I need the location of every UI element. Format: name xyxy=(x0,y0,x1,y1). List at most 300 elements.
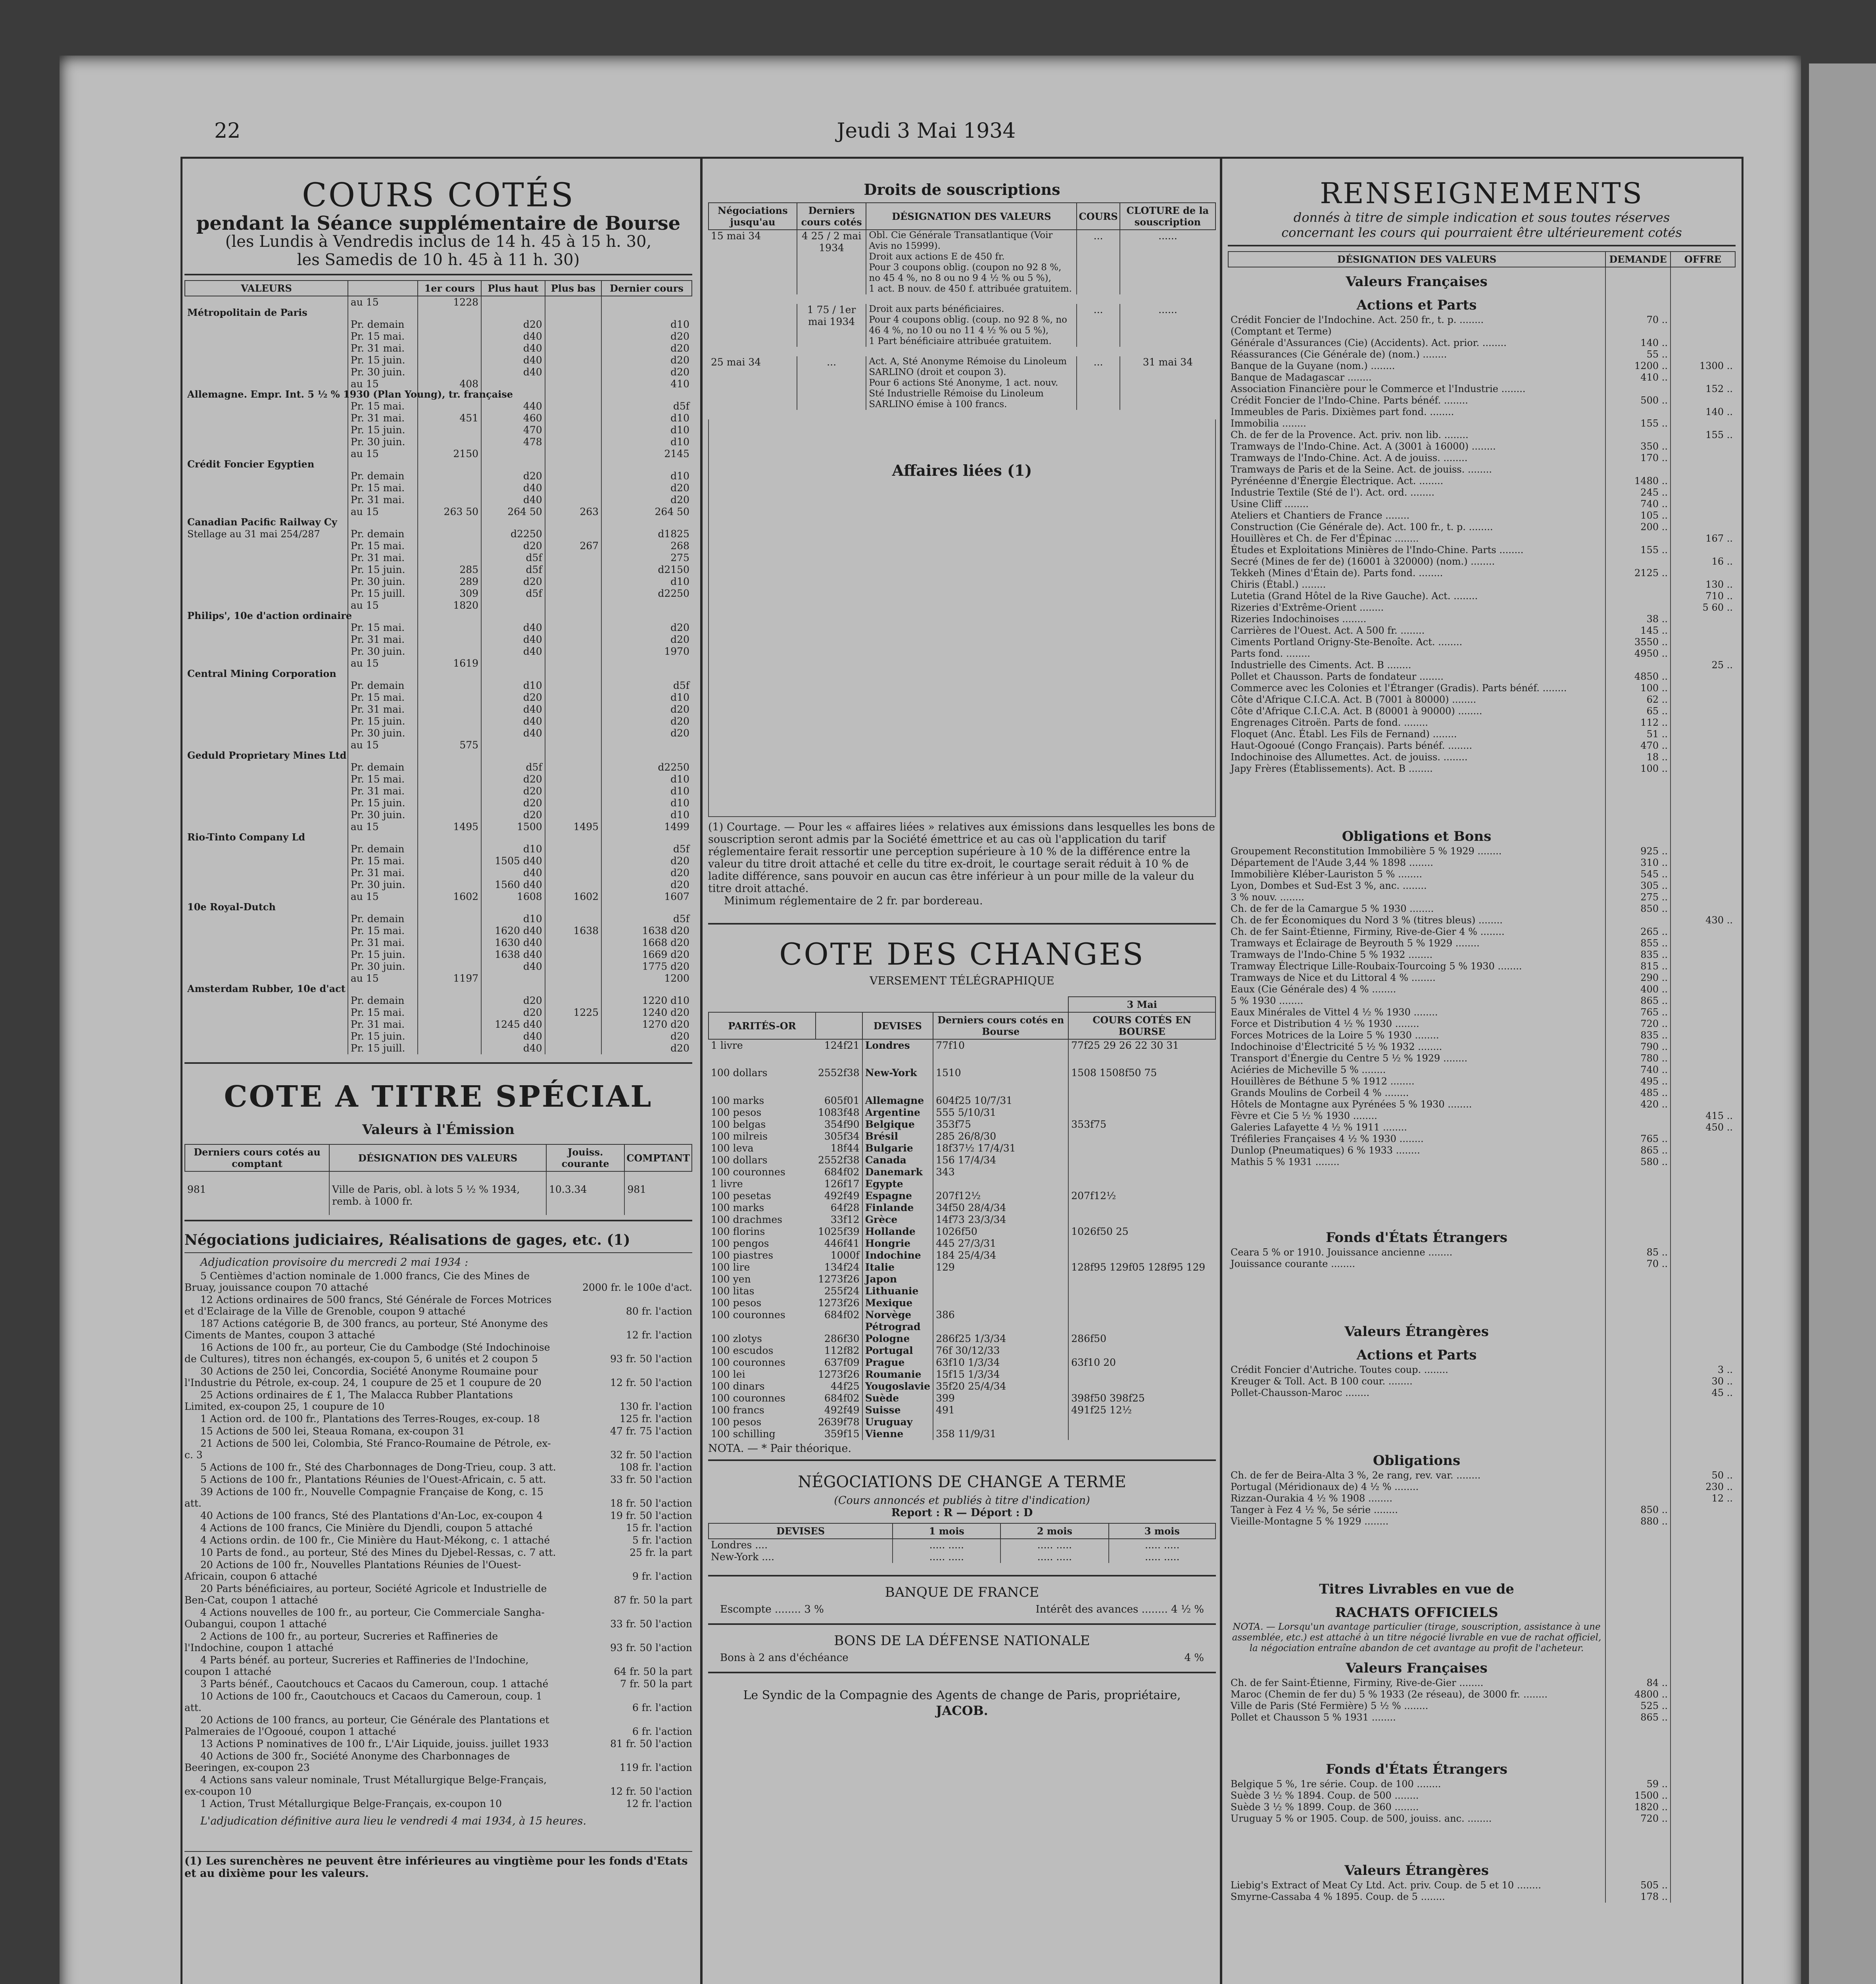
price-cell: 1245 d40 xyxy=(481,1019,545,1030)
table-row xyxy=(1228,636,1735,648)
lot-description: 10 Actions de 100 fr., Caoutchoucs et Cacaos du Cameroun, coup. 1 att. xyxy=(184,1690,542,1713)
offre xyxy=(1671,395,1735,406)
spacer-cell xyxy=(1228,1399,1605,1446)
demande: 105 .. xyxy=(1605,510,1671,521)
demande: 290 .. xyxy=(1605,972,1671,984)
demande xyxy=(1605,326,1671,337)
section-row xyxy=(1228,1317,1735,1341)
table-row xyxy=(185,436,692,448)
escompte-rate: 3 % xyxy=(804,1603,824,1615)
price-cell: 264 50 xyxy=(601,506,692,528)
demande-cell xyxy=(1605,291,1671,314)
table-row xyxy=(1228,1470,1735,1481)
security-name xyxy=(185,937,348,949)
section-row xyxy=(1228,1755,1735,1778)
price-cell: d40 xyxy=(481,961,545,973)
term-label: Pr. 31 mai. xyxy=(348,1019,418,1030)
table-row xyxy=(185,366,692,378)
table-row xyxy=(1228,1689,1735,1700)
designation-line: Droit aux parts bénéficiaires. xyxy=(869,304,1004,314)
devise: Brésil xyxy=(862,1130,933,1142)
security-name xyxy=(185,319,348,331)
price-cell: d10 xyxy=(481,843,545,855)
price-cell: d40 xyxy=(481,366,545,378)
escompte-label: Escompte xyxy=(720,1603,772,1615)
offre xyxy=(1671,1041,1735,1053)
demande xyxy=(1605,590,1671,602)
dernier-cours: 286f25 1/3/34 xyxy=(933,1333,1068,1345)
table-row xyxy=(1228,1007,1735,1018)
demande-cell xyxy=(1605,1399,1671,1446)
dernier-cours: 14f73 23/3/34 xyxy=(933,1214,1068,1226)
ts-jouiss: 10.3.34 xyxy=(546,1171,624,1215)
lot-price: 80 fr. l'action xyxy=(626,1305,692,1317)
table-row xyxy=(709,1178,1215,1190)
price-cell: 1495 xyxy=(418,821,481,843)
table-row xyxy=(1228,1364,1735,1376)
dernier-cours: 386 xyxy=(933,1309,1068,1321)
price-cell xyxy=(418,400,481,412)
price-cell xyxy=(418,424,481,436)
designation: Houillères et Ch. de Fer d'Épinac ........ xyxy=(1231,533,1419,544)
cours-cotes: 63f10 20 xyxy=(1068,1357,1215,1369)
table-row xyxy=(1228,349,1735,360)
price-cell xyxy=(418,855,481,867)
price-cell: 1560 d40 xyxy=(481,879,545,891)
negociation-date xyxy=(709,304,797,347)
avances-rate: 4 ½ % xyxy=(1171,1603,1204,1615)
dernier-cours: 399 xyxy=(933,1392,1068,1404)
list-item xyxy=(184,1750,692,1773)
price-cell xyxy=(545,412,601,424)
list-item xyxy=(184,1474,692,1485)
bons-defense-rate: 4 % xyxy=(1184,1652,1204,1664)
table-row xyxy=(1228,1778,1735,1790)
price-cell xyxy=(418,622,481,634)
price-cell: d40 xyxy=(481,622,545,634)
price-cell: 1505 d40 xyxy=(481,855,545,867)
devise: Pétrograd xyxy=(862,1321,933,1333)
change-terme-title: NÉGOCIATIONS DE CHANGE A TERME xyxy=(798,1473,1126,1491)
price-cell: 1500 xyxy=(481,821,545,843)
price-cell: d20 xyxy=(601,855,692,867)
designation: Ciments Portland Origny-Ste-Benoîte. Act. ........ xyxy=(1231,636,1463,648)
table-row xyxy=(185,973,692,995)
table-row xyxy=(1228,464,1735,475)
designation-line: Pour 6 actions Sté Anonyme, 1 act. nouv. Sté Industrielle Rémoise du Linoleum SARLINO émise à 100 francs. xyxy=(869,378,1058,409)
parite-unit: 100 dollars xyxy=(711,1067,768,1079)
term-label: Pr. 31 mai. xyxy=(348,342,418,354)
parite-unit: 100 pesos xyxy=(711,1107,762,1118)
price-cell xyxy=(418,366,481,378)
cours-cotes: 1026f50 25 xyxy=(1068,1226,1215,1238)
price-cell xyxy=(545,785,601,797)
offre: 16 .. xyxy=(1671,556,1735,567)
price-cell: 575 xyxy=(418,739,481,761)
demande xyxy=(1605,1376,1671,1387)
dernier-cours: 1026f50 xyxy=(933,1226,1068,1238)
parite-value: 18f44 xyxy=(830,1142,860,1154)
devise: Argentine xyxy=(862,1107,933,1119)
demande: 38 .. xyxy=(1605,613,1671,625)
security-name xyxy=(185,925,348,937)
price-cell xyxy=(418,995,481,1007)
table-row xyxy=(185,949,692,961)
table-row xyxy=(709,1119,1215,1130)
parite-value: 684f02 xyxy=(824,1392,860,1404)
price-cell xyxy=(545,715,601,727)
parite-unit: 100 pengos xyxy=(711,1238,769,1249)
dernier-cours xyxy=(933,1297,1068,1309)
designation: Tréfileries Françaises 4 ½ % 1930 ........ xyxy=(1231,1133,1424,1144)
offre-cell xyxy=(1671,1341,1735,1364)
table-row xyxy=(1228,544,1735,556)
price-cell: d40 xyxy=(481,867,545,879)
table-row xyxy=(1228,602,1735,613)
term-label: Pr. 31 mai. xyxy=(348,937,418,949)
term-label: Pr. 31 mai. xyxy=(348,867,418,879)
parite-value: 286f30 xyxy=(824,1333,860,1344)
table-row xyxy=(185,506,692,528)
offre-cell xyxy=(1671,1723,1735,1755)
section-title: Fonds d'États Étrangers xyxy=(1326,1230,1507,1246)
designation: Construction (Cie Générale de). Act. 100 fr., t. p. ........ xyxy=(1231,521,1493,533)
dernier-cours: 207f12½ xyxy=(933,1190,1068,1202)
designation: Ceara 5 % or 1910. Jouissance ancienne ........ xyxy=(1231,1247,1453,1258)
table-row xyxy=(1228,1700,1735,1712)
designation: Réassurances (Cie Générale de) (nom.) ........ xyxy=(1231,349,1447,360)
designation: Tramways de l'Indo-Chine. Act. A (3001 à 16000) ........ xyxy=(1231,441,1496,452)
dernier-cours: 285 26/8/30 xyxy=(933,1130,1068,1142)
price-cell xyxy=(418,937,481,949)
table-row xyxy=(185,879,692,891)
renseignements-header: DEMANDE xyxy=(1605,252,1671,267)
demande: 790 .. xyxy=(1605,1041,1671,1053)
lot-price: 33 fr. 50 l'action xyxy=(610,1474,692,1485)
offre-cell xyxy=(1671,1598,1735,1622)
offre xyxy=(1671,729,1735,740)
dernier-cours: 63f10 1/3/34 xyxy=(933,1357,1068,1369)
cours-cotes: 128f95 129f05 128f95 129 xyxy=(1068,1261,1215,1273)
offre: 30 .. xyxy=(1671,1376,1735,1387)
dernier-cours: 358 11/9/31 xyxy=(933,1428,1068,1440)
terme-cell: ..... ..... xyxy=(893,1551,1000,1563)
demande: 1480 .. xyxy=(1605,475,1671,487)
devise: Norvège xyxy=(862,1309,933,1321)
table-row xyxy=(709,1551,1215,1563)
bons-defense-label: Bons à 2 ans d'échéance xyxy=(720,1652,849,1664)
demande-cell xyxy=(1605,1824,1671,1856)
price-cell xyxy=(418,528,481,540)
price-cell xyxy=(545,855,601,867)
designation: Département de l'Aude 3,44 % 1898 ........ xyxy=(1231,857,1433,868)
price-cell xyxy=(545,528,601,540)
security-name xyxy=(185,949,348,961)
table-row xyxy=(709,1357,1215,1369)
price-cell xyxy=(545,378,601,400)
term-label: Pr. 15 mai. xyxy=(348,540,418,552)
offre: 140 .. xyxy=(1671,406,1735,418)
offre-cell xyxy=(1671,1399,1735,1446)
designation: Suède 3 ½ % 1899. Coup. de 360 ........ xyxy=(1231,1801,1419,1813)
security-name xyxy=(185,482,348,494)
designation: Eaux (Cie Générale des) 4 % ........ xyxy=(1231,984,1396,995)
price-cell: d5f xyxy=(601,680,692,692)
term-label: Pr. 31 mai. xyxy=(348,704,418,715)
demande: 200 .. xyxy=(1605,521,1671,533)
droits-table xyxy=(708,202,1216,419)
lot-description: 4 Actions nouvelles de 100 fr., au porteur, Cie Commerciale Sangha-Oubangui, coupon 1 attaché xyxy=(184,1607,545,1630)
designation: Floquet (Anc. Établ. Les Fils de Fernand) ........ xyxy=(1231,729,1457,740)
security-name xyxy=(185,843,348,855)
offre xyxy=(1671,452,1735,464)
offre xyxy=(1671,682,1735,694)
term-label: Pr. 15 juin. xyxy=(348,949,418,961)
section-title: Valeurs Françaises xyxy=(1346,1660,1488,1676)
parite-value: 64f28 xyxy=(830,1202,860,1213)
offre xyxy=(1671,372,1735,383)
offre: 415 .. xyxy=(1671,1110,1735,1122)
table-row xyxy=(709,1321,1215,1333)
table-row xyxy=(185,576,692,588)
spacer-cell xyxy=(1228,775,1605,822)
price-cell: 1619 xyxy=(418,657,481,680)
terme-cell: ..... ..... xyxy=(1000,1539,1108,1551)
demande: 178 .. xyxy=(1605,1891,1671,1903)
parite-unit: 100 dinars xyxy=(711,1380,765,1392)
table-row xyxy=(1228,395,1735,406)
security-name xyxy=(185,761,348,773)
table-row xyxy=(1228,1801,1735,1813)
demande xyxy=(1605,579,1671,590)
change-terme-table xyxy=(708,1523,1216,1563)
cours-cotes: 353f75 xyxy=(1068,1119,1215,1130)
demande: 865 .. xyxy=(1605,1712,1671,1723)
term-label: Pr. 15 juin. xyxy=(348,1030,418,1042)
offre xyxy=(1671,1018,1735,1030)
demande: 505 .. xyxy=(1605,1880,1671,1891)
section-row xyxy=(1228,1598,1735,1622)
terme-cell: ..... ..... xyxy=(1109,1551,1216,1563)
term-label: Pr. demain xyxy=(348,843,418,855)
cours-cotes: 286f50 xyxy=(1068,1333,1215,1345)
table-row xyxy=(1228,729,1735,740)
spacer-row xyxy=(1228,1270,1735,1317)
term-label: Pr. 15 mai. xyxy=(348,622,418,634)
column-rule xyxy=(1220,159,1222,1984)
cours-cotes: 398f50 398f25 xyxy=(1068,1392,1215,1404)
dernier-cours: 604f25 10/7/31 xyxy=(933,1095,1068,1107)
spacer-cell xyxy=(1228,1168,1605,1223)
demande: 4800 .. xyxy=(1605,1689,1671,1700)
parite-unit: 100 couronnes xyxy=(711,1166,785,1178)
offre-cell xyxy=(1671,1654,1735,1677)
table-row xyxy=(185,634,692,646)
demande-cell xyxy=(1605,1598,1671,1622)
table-row xyxy=(1228,846,1735,857)
table-row xyxy=(1228,1880,1735,1891)
section-title: Titres Livrables en vue de xyxy=(1319,1581,1514,1597)
terme-cell: ..... ..... xyxy=(893,1539,1000,1551)
spacer-row xyxy=(709,347,1215,356)
droits-title: Droits de souscriptions xyxy=(864,181,1060,198)
term-label: Pr. 31 mai. xyxy=(348,412,418,424)
parite-unit: 100 couronnes xyxy=(711,1357,785,1368)
offre xyxy=(1671,1030,1735,1041)
price-cell: d10 xyxy=(601,692,692,704)
table-row xyxy=(185,1042,692,1054)
demande: 84 .. xyxy=(1605,1677,1671,1689)
offre xyxy=(1671,857,1735,869)
devise: Vienne xyxy=(862,1428,933,1440)
designation: Tramways de l'Indo-Chine 5 % 1932 ........ xyxy=(1231,949,1433,960)
demande xyxy=(1605,533,1671,544)
designation: Carrières de l'Ouest. Act. A 500 fr. ........ xyxy=(1231,625,1425,636)
offre: 710 .. xyxy=(1671,590,1735,602)
price-cell xyxy=(545,634,601,646)
lot-description: 40 Actions de 300 fr., Société Anonyme des Charbonnages de Beeringen, ex-coupon 23 xyxy=(184,1750,510,1773)
lot-price: 47 fr. 75 l'action xyxy=(610,1425,692,1437)
cours-cotes xyxy=(1068,1285,1215,1297)
parite-value: 305f34 xyxy=(824,1130,860,1142)
offre: 450 .. xyxy=(1671,1122,1735,1133)
list-item xyxy=(184,1365,692,1388)
table-row xyxy=(185,785,692,797)
lot-price: 15 fr. l'action xyxy=(626,1522,692,1534)
devise: Japon xyxy=(862,1273,933,1285)
dernier-cours xyxy=(933,1321,1068,1333)
table-row xyxy=(1228,579,1735,590)
price-cell: d1825 xyxy=(601,528,692,540)
price-cell xyxy=(545,739,601,761)
section-title: Valeurs Françaises xyxy=(1346,274,1488,290)
table-row xyxy=(1228,337,1735,349)
price-cell: d20 xyxy=(601,704,692,715)
column-3 xyxy=(1228,161,1736,1984)
lot-price: 64 fr. 50 la part xyxy=(614,1666,692,1677)
offre xyxy=(1671,926,1735,938)
parite-unit: 100 marks xyxy=(711,1095,764,1106)
designation: Ch. de fer Économiques du Nord 3 % (titres bleus) ........ xyxy=(1231,915,1503,926)
table-row xyxy=(709,1107,1215,1119)
price-cell: d20 xyxy=(601,354,692,366)
designation: Grands Moulins de Corbeil 4 % ........ xyxy=(1231,1087,1409,1098)
designation: Smyrne-Cassaba 4 % 1895. Coup. de 5 ........ xyxy=(1231,1891,1445,1902)
demande: 850 .. xyxy=(1605,1504,1671,1516)
devise: Portugal xyxy=(862,1345,933,1357)
spacer-row xyxy=(709,294,1215,304)
offre xyxy=(1671,1504,1735,1516)
cours-cotes xyxy=(1068,1321,1215,1333)
offre: 155 .. xyxy=(1671,429,1735,441)
price-cell xyxy=(418,436,481,448)
demande: 850 .. xyxy=(1605,903,1671,915)
security-name: Canadian Pacific Railway Cy xyxy=(187,516,337,528)
price-cell xyxy=(601,296,692,319)
table-row xyxy=(1228,441,1735,452)
cloture: ...... xyxy=(1120,304,1215,347)
list-item xyxy=(184,1559,692,1582)
lot-price: 93 fr. 50 l'action xyxy=(610,1642,692,1653)
price-cell xyxy=(481,973,545,995)
spacer-row xyxy=(1228,1824,1735,1856)
section-row xyxy=(1228,267,1735,291)
designation: Tekkeh (Mines d'Étain de). Parts fond. ........ xyxy=(1231,567,1443,579)
devise: Lithuanie xyxy=(862,1285,933,1297)
price-cell xyxy=(545,995,601,1007)
designation: Groupement Reconstitution Immobilière 5 % 1929 ........ xyxy=(1231,846,1502,857)
lot-description: 1 Action ord. de 100 fr., Plantations des Terres-Rouges, ex-coup. 18 xyxy=(200,1413,540,1425)
designation: Jouissance courante ........ xyxy=(1231,1258,1355,1269)
price-cell xyxy=(545,354,601,366)
lot-description: 13 Actions P nominatives de 100 fr., L'Air Liquide, jouiss. juillet 1933 xyxy=(200,1738,549,1749)
designation: Dunlop (Pneumatiques) 6 % 1933 ........ xyxy=(1231,1145,1420,1156)
change-terme-header: 2 mois xyxy=(1000,1523,1108,1539)
term-label: Pr. 15 juin. xyxy=(348,564,418,576)
price-cell xyxy=(418,494,481,506)
spacer-row xyxy=(1228,1399,1735,1446)
price-cell: d20 xyxy=(481,785,545,797)
term-label: au 15 xyxy=(348,448,418,470)
price-cell xyxy=(545,937,601,949)
price-cell xyxy=(418,773,481,785)
security-name xyxy=(185,622,348,634)
dernier-cours: 129 xyxy=(933,1261,1068,1273)
demande xyxy=(1605,915,1671,926)
price-cell xyxy=(418,482,481,494)
security-name: Central Mining Corporation xyxy=(187,668,336,679)
demande xyxy=(1605,1364,1671,1376)
spacer-cell xyxy=(1228,1270,1605,1317)
price-cell: d10 xyxy=(601,424,692,436)
price-cell: 1240 d20 xyxy=(601,1007,692,1019)
table-row xyxy=(185,1007,692,1019)
security-name xyxy=(185,646,348,657)
table-row xyxy=(185,331,692,342)
list-item xyxy=(184,1461,692,1473)
parite-unit: 100 escudos xyxy=(711,1345,774,1356)
demande: 100 .. xyxy=(1605,682,1671,694)
designation: Parts fond. ........ xyxy=(1231,648,1310,659)
price-cell: d10 xyxy=(601,809,692,821)
lot-price: 130 fr. l'action xyxy=(620,1401,692,1412)
table-row xyxy=(709,1154,1215,1166)
banque-france-title: BANQUE DE FRANCE xyxy=(885,1584,1039,1600)
price-cell xyxy=(545,949,601,961)
cours-cotes-hours2: les Samedis de 10 h. 45 à 11 h. 30) xyxy=(297,251,580,269)
table-row xyxy=(709,1333,1215,1345)
term-label: Pr. 15 mai. xyxy=(348,855,418,867)
price-cell: d2250 xyxy=(481,528,545,540)
offre xyxy=(1671,441,1735,452)
cote-changes-subtitle: VERSEMENT TÉLÉGRAPHIQUE xyxy=(870,974,1054,987)
renseignements-subtitle2: concernant les cours qui pourraient être ultérieurement cotés xyxy=(1281,225,1682,240)
titre-special-header: Derniers cours cotés au comptant xyxy=(185,1144,329,1171)
price-cell xyxy=(545,680,601,692)
offre xyxy=(1671,1880,1735,1891)
spacer-row xyxy=(1228,1168,1735,1223)
designation: Lutetia (Grand Hôtel de la Rive Gauche). Act. ........ xyxy=(1231,590,1478,602)
price-cell: 1638 d20 xyxy=(601,925,692,937)
spacer-row xyxy=(1228,1527,1735,1575)
demande xyxy=(1605,429,1671,441)
price-cell xyxy=(545,809,601,821)
offre xyxy=(1671,625,1735,636)
dernier-cours: 35f20 25/4/34 xyxy=(933,1380,1068,1392)
offre-cell xyxy=(1671,822,1735,846)
lot-description: 4 Actions de 100 francs, Cie Minière du Djendli, coupon 5 attaché xyxy=(200,1522,533,1534)
designation: Immobilia ........ xyxy=(1231,418,1306,429)
